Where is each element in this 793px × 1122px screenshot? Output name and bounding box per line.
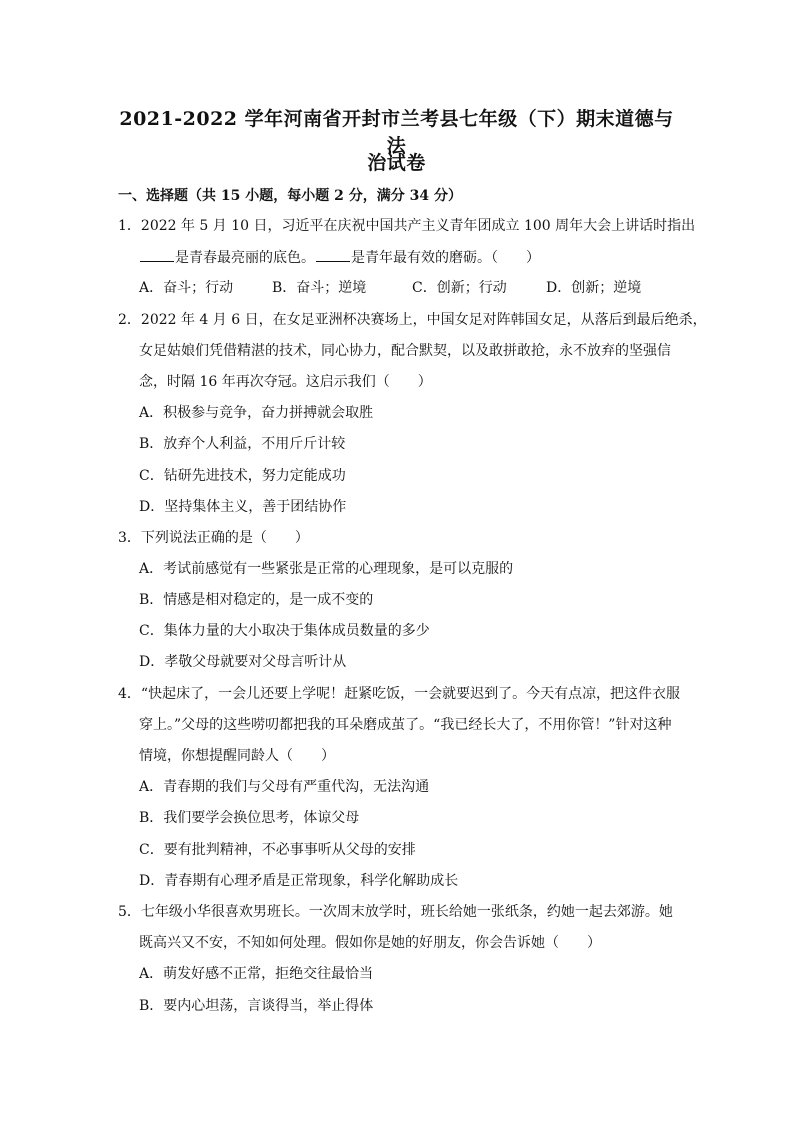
question-3-option-a: A．考试前感觉有一些紧张是正常的心理现象，是可以克服的	[139, 561, 514, 577]
exam-title-line2: 治试卷	[367, 152, 426, 174]
question-2-option-d: D．坚持集体主义，善于团结协作	[139, 499, 347, 515]
question-5-stem-line2: 既高兴又不安，不知如何处理。假如你是她的好朋友，你会告诉她（ ）	[139, 935, 601, 951]
question-4-option-c: C．要有批判精神，不必事事听从父母的安排	[139, 842, 416, 858]
section-heading: 一、选择题（共 15 小题，每小题 2 分，满分 34 分）	[118, 188, 462, 204]
question-3-option-d: D．孝敬父母就要对父母言听计从	[139, 654, 347, 670]
question-2-stem-line3: 念，时隔 16 年再次夺冠。这启示我们（ ）	[139, 374, 432, 390]
question-4-stem-line1: 4．“快起床了，一会儿还要上学呢！赶紧吃饭，一会就要迟到了。今天有点凉，把这件衣服	[118, 686, 681, 702]
question-5-option-a: A．萌发好感不正常，拒绝交往最恰当	[139, 966, 374, 982]
question-2-option-b: B．放弃个人利益，不用斤斤计较	[139, 436, 346, 452]
question-2-option-a: A．积极参与竞争，奋力拼搏就会取胜	[139, 405, 374, 421]
question-4-option-b: B．我们要学会换位思考，体谅父母	[139, 810, 360, 826]
question-3-option-c: C．集体力量的大小取决于集体成员数量的多少	[139, 623, 430, 639]
option-b: B．奋斗；逆境	[272, 280, 367, 296]
question-4-stem-line2: 穿上。”父母的这些唠叨都把我的耳朵磨成茧了。“我已经长大了，不用你管！”针对这种	[139, 717, 672, 733]
answer-blank	[140, 247, 174, 262]
question-2-stem-line2: 女足姑娘们凭借精湛的技术，同心协力，配合默契，以及敢拼敢抢，永不放弃的坚强信	[139, 343, 671, 359]
answer-blank	[316, 247, 350, 262]
question-1-stem-line2	[139, 247, 540, 268]
question-4-option-d: D．青春期有心理矛盾是正常现象，科学化解助成长	[139, 873, 459, 889]
exam-title-line1: 2021-2022 学年河南省开封市兰考县七年级（下）期末道德与法	[119, 108, 674, 157]
question-1-stem-part2: 是青年最有效的磨砺。（ ）	[351, 250, 540, 266]
question-4-option-a: A．青春期的我们与父母有严重代沟，无法沟通	[139, 779, 430, 795]
question-1-stem-line1: 1．2022 年 5 月 10 日，习近平在庆祝中国共产主义青年团成立 100 周年大会上讲话时指出	[118, 218, 696, 234]
question-2-stem-line1: 2．2022 年 4 月 6 日，在女足亚洲杯决赛场上，中国女足对阵韩国女足，从落后到最后绝杀，	[118, 312, 707, 328]
question-5-stem-line1: 5．七年级小华很喜欢男班长。一次周末放学时，班长给她一张纸条，约她一起去郊游。她	[118, 904, 673, 920]
question-5-option-b: B．要内心坦荡，言谈得当，举止得体	[139, 998, 374, 1014]
question-3-option-b: B．情感是相对稳定的，是一成不变的	[139, 592, 374, 608]
question-1-options	[139, 278, 641, 298]
option-d: D．创新；逆境	[546, 280, 642, 296]
option-c: C．创新；行动	[412, 280, 507, 296]
question-3-stem: 3．下列说法正确的是（ ）	[118, 530, 309, 546]
question-1-stem-part1: 是青春最亮丽的底色。	[175, 250, 315, 266]
option-a: A．奋斗；行动	[139, 280, 234, 296]
question-4-stem-line3: 情境，你想提醒同龄人（ ）	[139, 748, 335, 764]
question-2-option-c: C．钻研先进技术，努力定能成功	[139, 468, 346, 484]
